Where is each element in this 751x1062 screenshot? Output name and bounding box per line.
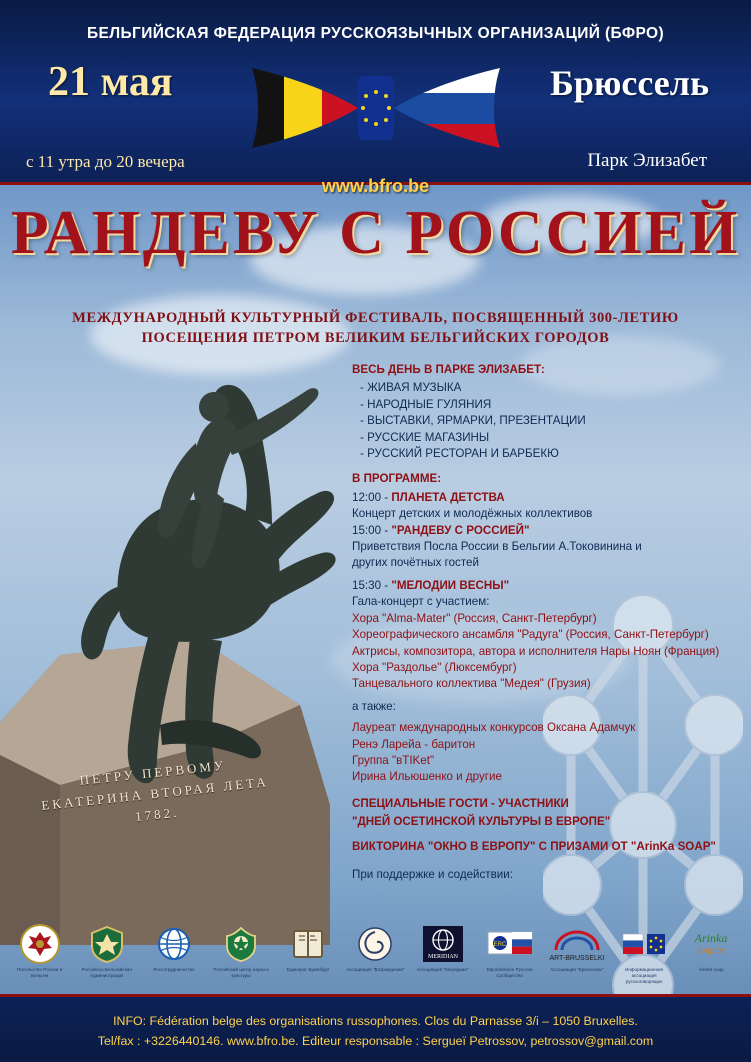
logo-item[interactable]	[277, 922, 339, 973]
also-performer: Ренэ Ларейа - баритон	[352, 737, 476, 751]
schedule-slot	[352, 578, 744, 611]
subtitle-line-1: МЕЖДУНАРОДНЫЙ КУЛЬТУРНЫЙ ФЕСТИВАЛЬ, ПОСВЯЩЕННЫЙ 300-ЛЕТИЮ	[72, 310, 679, 326]
all-day-heading: ВЕСЬ ДЕНЬ В ПАРКЕ ЭЛИЗАБЕТ:	[352, 363, 545, 376]
art-brusselki-icon	[546, 922, 608, 966]
slot-name: ПЛАНЕТА ДЕТСТВА	[391, 490, 505, 504]
slot-name: "РАНДЕВУ С РОССИЕЙ"	[391, 523, 530, 537]
header-band	[0, 0, 751, 185]
event-hours: с 11 утра до 20 вечера	[26, 152, 185, 171]
logo-caption: Российско-Бельгийская Администрация	[81, 967, 132, 978]
performer: Хора "Alma-Mater" (Россия, Санкт-Петербург)	[352, 611, 597, 625]
program-column	[352, 362, 744, 883]
erc-icon	[479, 922, 541, 966]
sponsor-logo-strip	[0, 922, 751, 994]
performer: Хореографического ансамбля "Радуга" (Россия, Санкт-Петербург)	[352, 628, 709, 642]
slot-desc: Концерт детских и молодёжных коллективов	[352, 507, 593, 521]
logo-item[interactable]	[76, 922, 138, 979]
logo-caption: Ассоциация "Меридиан"	[416, 967, 469, 972]
also-performer: Ирина Ильюшенко и другие	[352, 770, 502, 784]
all-day-item: - РУССКИЕ МАГАЗИНЫ	[360, 430, 490, 444]
slot-name: "МЕЛОДИИ ВЕСНЫ"	[391, 578, 510, 592]
svg-text:Arinka: Arinka	[694, 931, 728, 945]
logo-item[interactable]	[613, 922, 675, 985]
logo-caption: Россотрудничество	[153, 967, 195, 972]
logo-item[interactable]	[143, 922, 205, 973]
event-city: Брюссель	[550, 63, 709, 103]
slot-time: 12:00 -	[352, 490, 392, 504]
logo-caption: Посольство России в Бельгии	[17, 967, 63, 978]
logo-caption: Единорог Букинбург	[286, 967, 330, 972]
page-title: РАНДЕВУ С РОССИЕЙ	[10, 199, 741, 267]
also-performer: Лауреат международных конкурсов Оксана Адамчук	[352, 721, 636, 735]
performer: Актрисы, композитора, автора и исполнителя Нары Ноян (Франция)	[352, 644, 720, 658]
slot-time: 15:00 -	[352, 523, 392, 537]
svg-text:soap.be: soap.be	[697, 945, 726, 955]
support-heading: При поддержке и содействии:	[352, 867, 513, 881]
all-day-item: - ЖИВАЯ МУЗЫКА	[360, 381, 462, 395]
performer: Хора "Раздолье" (Люксембург)	[352, 660, 517, 674]
swirl-icon	[344, 922, 406, 966]
svg-text:ART-BRUSSELKI: ART-BRUSSELKI	[549, 955, 605, 962]
footer-band	[0, 994, 751, 1062]
book-icon	[277, 922, 339, 966]
quiz-line: ВИКТОРИНА "ОКНО В ЕВРОПУ" С ПРИЗАМИ ОТ "ArinKa SOAP"	[352, 839, 716, 853]
schedule-slot	[352, 523, 744, 572]
logo-caption: ArinKa soap	[698, 967, 724, 972]
logo-caption: Ассоциация "Возрождение"	[346, 967, 405, 972]
logo-item[interactable]	[546, 922, 608, 973]
logo-caption: Российский центр науки и культуры	[213, 967, 269, 978]
special-guests-line-2: "ДНЕЙ ОСЕТИНСКОЙ КУЛЬТУРЫ В ЕВРОПЕ"	[352, 815, 611, 829]
website-url[interactable]: www.bfro.be	[321, 176, 430, 196]
event-date: 21 мая	[48, 59, 173, 105]
schedule-heading: В ПРОГРАММЕ:	[352, 472, 442, 486]
slot-desc: других почётных гостей	[352, 556, 479, 570]
all-day-item: - РУССКИЙ РЕСТОРАН И БАРБЕКЮ	[360, 447, 559, 461]
page-subtitle	[0, 308, 751, 348]
eagle-icon	[9, 922, 71, 966]
logo-item[interactable]	[210, 922, 272, 979]
statue-inscription: ПЕТРУ ПЕРВОМУ ЕКАТЕРИНА ВТОРАЯ ЛЕТА 1782.	[40, 757, 270, 825]
all-day-item: - ВЫСТАВКИ, ЯРМАРКИ, ПРЕЗЕНТАЦИИ	[360, 414, 586, 428]
footer-line-2: Tel/fax : +3226440146. www.bfro.be. Editeur responsable : Sergueï Petrossov, petrossov@gmail.com	[97, 1034, 654, 1048]
meridian-icon	[412, 922, 474, 966]
logo-item[interactable]	[9, 922, 71, 979]
also-performer: Группа "вTIKet"	[352, 753, 435, 767]
logo-caption: Ассоциация "Брюсселки"	[550, 967, 604, 972]
bowtie-flags-logo	[246, 62, 506, 154]
subtitle-line-2: ПОСЕЩЕНИЯ ПЕТРОМ ВЕЛИКИМ БЕЛЬГИЙСКИХ ГОРОДОВ	[141, 330, 610, 346]
slot-desc: Приветствия Посла России в Бельгии А.Токовинина и	[352, 540, 642, 554]
federation-title: БЕЛЬГИЙСКАЯ ФЕДЕРАЦИЯ РУССКОЯЗЫЧНЫХ ОРГАНИЗАЦИЙ (БФРО)	[86, 25, 665, 42]
flag-icon	[613, 922, 675, 966]
logo-caption: Информационная ассоциация русскоговорящих	[625, 967, 664, 984]
special-guests-line-1: СПЕЦИАЛЬНЫЕ ГОСТИ - УЧАСТНИКИ	[352, 796, 569, 810]
footer-line-1: INFO: Fédération belge des organisations russophones. Clos du Parnasse 3/i – 1050 Bruxelles.	[113, 1014, 638, 1028]
logo-item[interactable]	[680, 922, 742, 973]
schedule-slot	[352, 490, 744, 523]
logo-caption: Европейское Русское Сообщество	[486, 967, 533, 978]
slot-time: 15:30 -	[352, 578, 392, 592]
svg-text:ERC: ERC	[493, 942, 507, 948]
all-day-item: - НАРОДНЫЕ ГУЛЯНИЯ	[360, 397, 492, 411]
event-venue: Парк Элизабет	[587, 150, 707, 171]
arinka-soap-icon	[680, 922, 742, 966]
performer: Танцевального коллектива "Медея" (Грузия)	[352, 677, 591, 691]
crest-icon	[210, 922, 272, 966]
logo-item[interactable]	[344, 922, 406, 973]
shield-icon	[76, 922, 138, 966]
svg-text:MERIDIAN: MERIDIAN	[427, 954, 458, 960]
also-heading: а также:	[352, 699, 396, 713]
bronze-horseman-illustration	[0, 185, 352, 945]
logo-item[interactable]	[412, 922, 474, 973]
slot-desc: Гала-концерт с участием:	[352, 595, 490, 609]
logo-item[interactable]	[479, 922, 541, 979]
globe-icon	[143, 922, 205, 966]
